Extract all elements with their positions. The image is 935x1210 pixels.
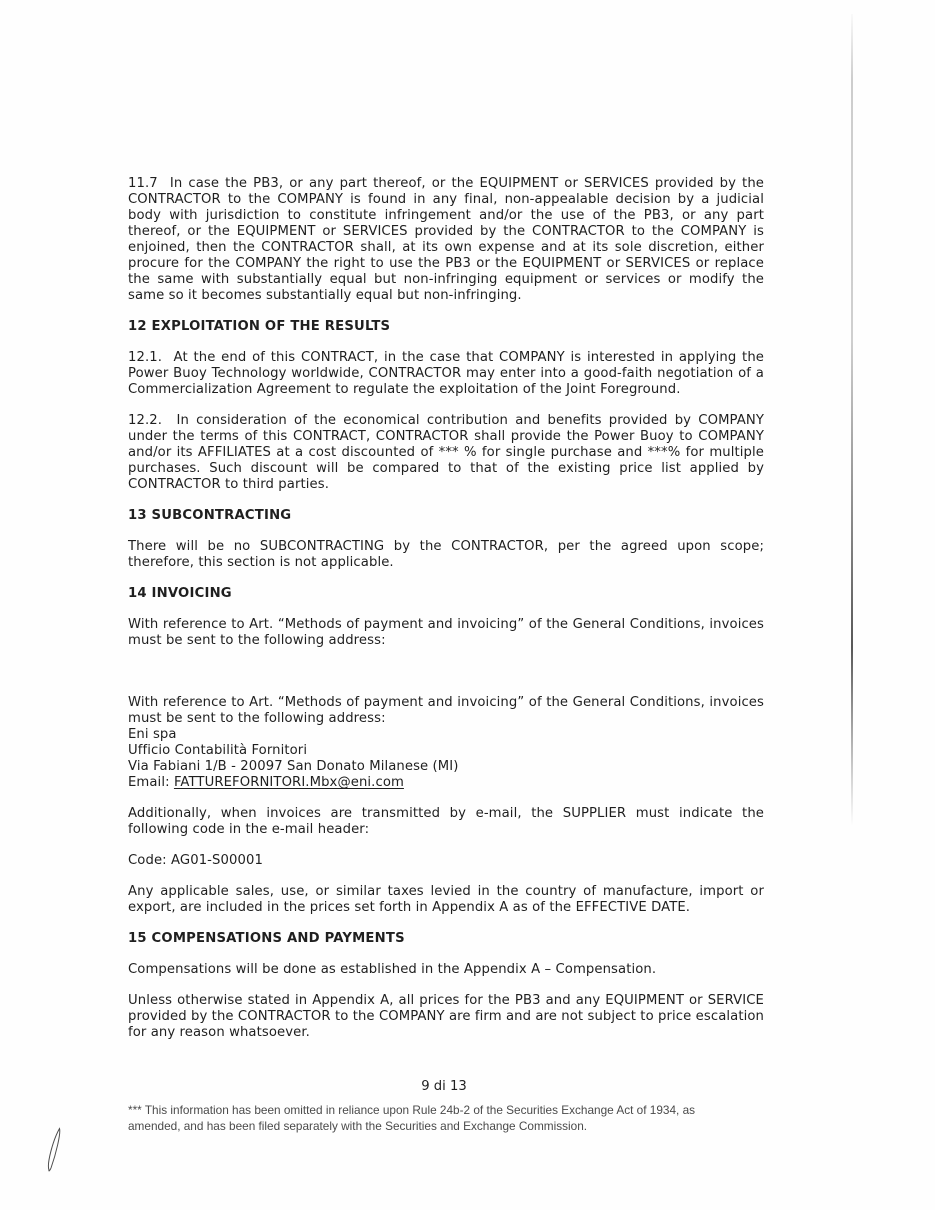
compensation-clause: Compensations will be done as established in the Appendix A – Compensation. xyxy=(128,962,657,977)
clause-12-2: 12.2. In consideration of the economical contribution and benefits provided by COMPANY under the terms of this CONTRACT, CONTRACTOR shall provide the Power Buoy to COMPANY and/or its AFFILIATES at a cost discounted of *** % for single purchase and ***% for multiple purchases. Such discount will be compared to that of the existing price list applied by CONTRACTOR to third parties. xyxy=(128,413,764,492)
heading-section-15: 15 COMPENSATIONS AND PAYMENTS xyxy=(128,931,405,946)
heading-section-13: 13 SUBCONTRACTING xyxy=(128,508,292,523)
email-link[interactable]: FATTUREFORNITORI.Mbx@eni.com xyxy=(173,775,404,790)
price-escalation-clause: Unless otherwise stated in Appendix A, all prices for the PB3 and any EQUIPMENT or SERVICE provided by the CONTRACTOR to the COMPANY are firm and are not subject to price escalation for any reason whatsoever. xyxy=(128,993,764,1040)
address-line-company: Eni spa xyxy=(128,727,177,742)
scan-artifact-line xyxy=(851,14,853,826)
pen-mark xyxy=(42,1124,68,1176)
invoice-code: Code: AG01-S00001 xyxy=(128,853,263,868)
heading-section-14: 14 INVOICING xyxy=(128,586,232,601)
invoicing-address-block xyxy=(128,695,764,791)
page-number: 9 di 13 xyxy=(421,1079,467,1094)
sec-rule-footnote: *** This information has been omitted in reliance upon Rule 24b-2 of the Securities Exchange Act of 1934, as amended, and has been filed separately with the Securities and Exchange Commission. xyxy=(128,1103,696,1133)
taxes-clause: Any applicable sales, use, or similar taxes levied in the country of manufacture, import or export, are included in the prices set forth in Appendix A as of the EFFECTIVE DATE. xyxy=(128,884,764,915)
heading-section-12: 12 EXPLOITATION OF THE RESULTS xyxy=(128,319,391,334)
clause-12-1: 12.1. At the end of this CONTRACT, in the case that COMPANY is interested in applying the Power Buoy Technology worldwide, CONTRACTOR may enter into a good-faith negotiation of a Commercialization Agreement to regulate the exploitation of the Joint Foreground. xyxy=(128,350,764,397)
address-line-email xyxy=(128,775,764,791)
address-line-office: Ufficio Contabilità Fornitori xyxy=(128,743,308,758)
clause-13: There will be no SUBCONTRACTING by the CONTRACTOR, per the agreed upon scope; therefore, this section is not applicable. xyxy=(128,539,764,570)
address-line-street: Via Fabiani 1/B - 20097 San Donato Milanese (MI) xyxy=(128,759,459,774)
email-code-note: Additionally, when invoices are transmitted by e-mail, the SUPPLIER must indicate the following code in the e-mail header: xyxy=(128,806,764,837)
invoicing-intro-repeat: With reference to Art. “Methods of payment and invoicing” of the General Conditions, invoices must be sent to the following address: xyxy=(128,695,764,726)
contract-body xyxy=(128,176,764,1041)
invoicing-intro-first: With reference to Art. “Methods of payment and invoicing” of the General Conditions, invoices must be sent to the following address: xyxy=(128,617,764,648)
clause-11-7: 11.7 In case the PB3, or any part thereof, or the EQUIPMENT or SERVICES provided by the CONTRACTOR to the COMPANY is found in any final, non-appealable decision by a judicial body with jurisdiction to constitute infringement and/or the use of the PB3, or any part thereof, or the EQUIPMENT or SERVICES provided by the CONTRACTOR to the COMPANY is enjoined, then the CONTRACTOR shall, at its own expense and at its sole discretion, either procure for the COMPANY the right to use the PB3 or the EQUIPMENT or SERVICES or replace the same with substantially equal but non-infringing equipment or services or modify the same so it becomes substantially equal but non-infringing. xyxy=(128,176,764,303)
email-label: Email: xyxy=(128,775,174,790)
